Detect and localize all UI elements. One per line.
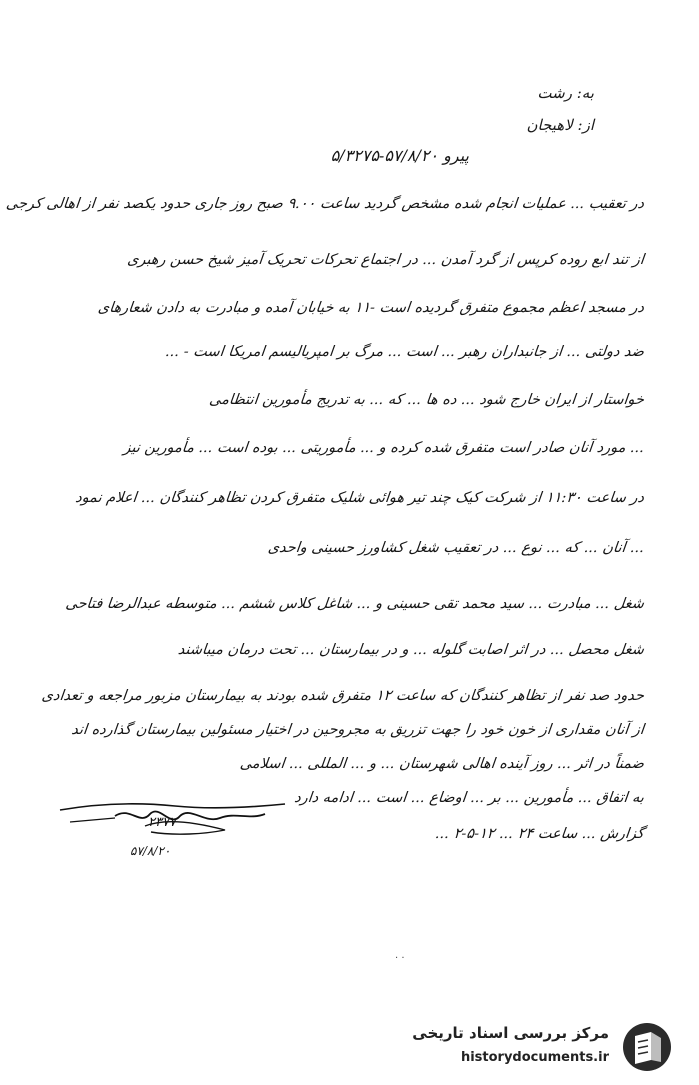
body-line: از تند ابع روده کرپس از گرد آمدن ... در اجتماع تحرکات تحریک آمیز شیخ حسن رهبری [126, 252, 645, 268]
body-line: ... مورد آنان صادر است متفرق شده کرده و ... مأموریتی ... بوده است ... مأمورین نیز [122, 440, 645, 456]
body-line: در مسجد اعظم مجموع متفرق گردیده است -۱۱ به خیابان آمده و مبادرت به دادن شعارهای [97, 300, 645, 316]
signature-number: ۲۳۷۷ [148, 815, 176, 830]
body-line: ضمناً در اثر ... روز آینده اهالی شهرستان ... و ... المللی ... اسلامی [239, 756, 645, 772]
body-line: در ساعت ۱۱:۳۰ از شرکت کیک چند تیر هوائی شلیک متفرق کردن تظاهر کنندگان ... اعلام نمود [74, 490, 645, 506]
watermark [409, 1020, 679, 1078]
body-line: به اتفاق ... مأمورین ... بر ... اوضاع ... است ... ادامه دارد [293, 790, 645, 806]
watermark-title: مرکز بررسی اسناد تاریخی [412, 1024, 609, 1042]
body-line: خواستار از ایران خارج شود ... ده ها ... که ... به تدریج مأمورین انتظامی [208, 392, 645, 408]
header-to: به: رشت [537, 84, 594, 102]
body-line: ضد دولتی ... از جانبداران رهبر ... است ... مرگ بر امپریالیسم امریکا است - ... [164, 344, 645, 360]
body-line: در تعقیب ... عملیات انجام شده مشخص گردید ساعت ۹.۰۰ صبح روز جاری حدود یکصد نفر از اهالی کرجی [5, 196, 645, 212]
watermark-url: historydocuments.ir [460, 1050, 609, 1065]
signature-date: ۵۷/۸/۲۰ [130, 844, 171, 858]
body-line: از آنان مقداری از خون خود را جهت تزریق به مجروحین در اختیار مسئولین بیمارستان گذارده اند [70, 722, 645, 738]
body-line: شغل محصل ... در اثر اصابت گلوله ... و در بیمارستان ... تحت درمان میباشند [177, 642, 645, 658]
body-line: حدود صد نفر از تظاهر کنندگان که ساعت ۱۲ متفرق شده بودند به بیمارستان مزبور مراجعه و تعدادی [40, 688, 645, 704]
body-line: گزارش ... ساعت ۲۴ ... ۱۲-۵-۲ ... [434, 826, 645, 842]
body-line: شغل ... مبادرت ... سید محمد تقی حسینی و ... شاغل کلاس ششم ... متوسطه عبدالرضا فتاحی [64, 596, 645, 612]
archive-logo-icon [621, 1020, 673, 1074]
header-from: از: لاهیجان [526, 116, 594, 134]
stray-marks: · · [395, 953, 405, 964]
body-line: ... آنان ... که ... نوع ... در تعقیب شغل کشاورز حسینی واحدی [267, 540, 645, 556]
reference-number: پیرو ۵۷/۸/۲۰-۵/۳۲۷۵ [330, 146, 469, 165]
